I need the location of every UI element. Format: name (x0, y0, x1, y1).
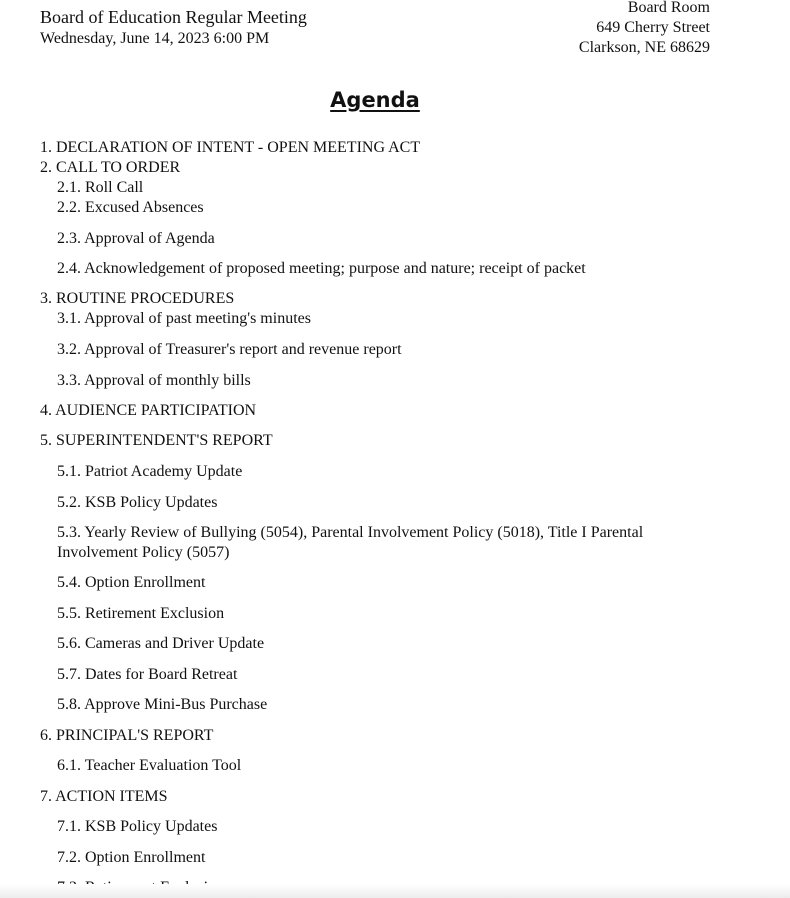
agenda-list (40, 138, 720, 898)
agenda-subitem: 5.6. Cameras and Driver Update (57, 635, 265, 652)
agenda-subitem: 2.3. Approval of Agenda (57, 230, 215, 247)
meeting-location (579, 0, 710, 58)
location-street: 649 Cherry Street (596, 19, 710, 36)
agenda-subitem: 6.1. Teacher Evaluation Tool (57, 757, 242, 774)
meeting-header (40, 7, 307, 49)
agenda-subitem: 5.3. Yearly Review of Bullying (5054), Parental Involvement Policy (5018), Title I Parental Involvement Policy (5057) (57, 524, 644, 561)
agenda-subitem: 7.2. Option Enrollment (57, 849, 206, 866)
page-bottom-edge (0, 884, 790, 898)
meeting-date: Wednesday, June 14, 2023 6:00 PM (40, 30, 270, 47)
agenda-subitem: 2.2. Excused Absences (57, 199, 204, 216)
agenda-subitem: 3.3. Approval of monthly bills (57, 372, 251, 389)
agenda-section: 3. ROUTINE PROCEDURES (40, 290, 235, 307)
agenda-subitem: 7.1. KSB Policy Updates (57, 818, 218, 835)
agenda-section: 6. PRINCIPAL'S REPORT (40, 727, 214, 744)
location-room: Board Room (627, 0, 710, 16)
agenda-subitem: 2.1. Roll Call (57, 179, 144, 196)
agenda-section: 7. ACTION ITEMS (40, 788, 168, 805)
agenda-subitem: 2.4. Acknowledgement of proposed meeting; purpose and nature; receipt of packet (57, 260, 586, 277)
agenda-subitem: 5.8. Approve Mini-Bus Purchase (57, 696, 268, 713)
location-city: Clarkson, NE 68629 (578, 39, 710, 56)
agenda-section: 5. SUPERINTENDENT'S REPORT (40, 432, 273, 449)
agenda-section: 4. AUDIENCE PARTICIPATION (40, 402, 257, 419)
agenda-subitem: 5.4. Option Enrollment (57, 574, 206, 591)
agenda-section: 1. DECLARATION OF INTENT - OPEN MEETING ACT (40, 139, 421, 156)
agenda-subitem: 5.1. Patriot Academy Update (57, 463, 243, 480)
agenda-heading: Agenda (330, 88, 420, 112)
agenda-subitem: 5.7. Dates for Board Retreat (57, 666, 238, 683)
meeting-title: Board of Education Regular Meeting (40, 7, 307, 27)
agenda-subitem: 3.2. Approval of Treasurer's report and revenue report (57, 341, 402, 358)
agenda-subitem: 5.2. KSB Policy Updates (57, 494, 218, 511)
agenda-section: 2. CALL TO ORDER (40, 159, 181, 176)
agenda-subitem: 3.1. Approval of past meeting's minutes (57, 310, 311, 327)
agenda-subitem: 5.5. Retirement Exclusion (57, 605, 225, 622)
